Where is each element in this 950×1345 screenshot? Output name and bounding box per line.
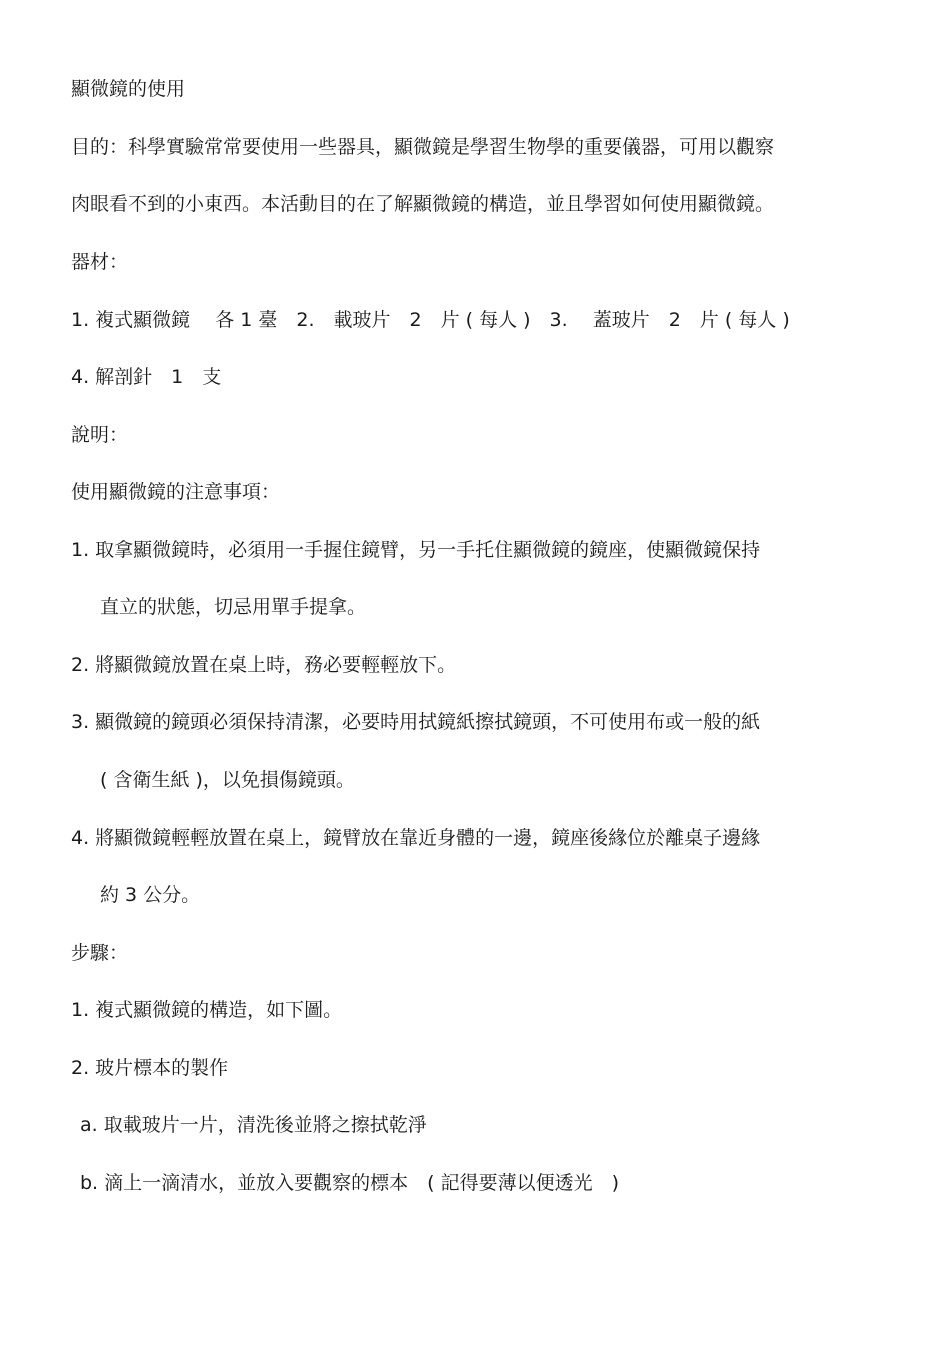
- precaution-4-line-2: 約 3 公分。: [100, 884, 201, 906]
- materials-line-1: 1. 複式顯微鏡 各 1 臺 2. 載玻片 2 片 ( 每人 ) 3. 蓋玻片 2 片 ( 每人 ): [71, 309, 790, 331]
- notes-heading: 說明：: [71, 424, 129, 446]
- materials-line-2: 4. 解剖針 1 支: [71, 366, 222, 388]
- precaution-1-line-1: 1. 取拿顯微鏡時，必須用一手握住鏡臂，另一手托住顯微鏡的鏡座，使顯微鏡保持: [71, 539, 761, 561]
- step-2: 2. 玻片標本的製作: [71, 1057, 229, 1079]
- purpose-line-1: 目的：科學實驗常常要使用一些器具，顯微鏡是學習生物學的重要儀器，可用以觀察: [71, 136, 775, 158]
- precaution-4-line-1: 4. 將顯微鏡輕輕放置在桌上，鏡臂放在靠近身體的一邊，鏡座後緣位於離桌子邊緣: [71, 827, 761, 849]
- materials-heading: 器材：: [71, 251, 129, 273]
- document-title: 顯微鏡的使用: [71, 78, 186, 100]
- precaution-1-line-2: 直立的狀態，切忌用單手提拿。: [100, 596, 367, 618]
- precaution-3-line-2: ( 含衛生紙 )，以免損傷鏡頭。: [100, 769, 355, 791]
- step-2-b: b. 滴上一滴清水，並放入要觀察的標本 ( 記得要薄以便透光 ): [80, 1172, 620, 1194]
- step-1: 1. 複式顯微鏡的構造，如下圖。: [71, 999, 343, 1021]
- steps-heading: 步驟：: [71, 942, 129, 964]
- precaution-2: 2. 將顯微鏡放置在桌上時，務必要輕輕放下。: [71, 654, 457, 676]
- purpose-line-2: 肉眼看不到的小東西。本活動目的在了解顯微鏡的構造，並且學習如何使用顯微鏡。: [71, 193, 775, 215]
- precaution-3-line-1: 3. 顯微鏡的鏡頭必須保持清潔，必要時用拭鏡紙擦拭鏡頭，不可使用布或一般的紙: [71, 711, 761, 733]
- step-2-a: a. 取載玻片一片，清洗後並將之擦拭乾淨: [80, 1114, 427, 1136]
- precautions-heading: 使用顯微鏡的注意事項：: [71, 481, 281, 503]
